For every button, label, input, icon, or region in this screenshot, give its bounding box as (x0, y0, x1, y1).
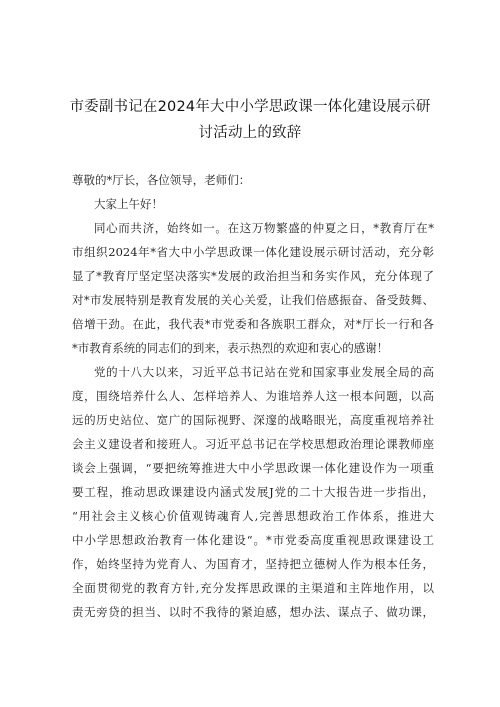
paragraph-line: 作，始终坚持为党育人、为国育才，坚持把立德树人作为根本任务， (72, 557, 434, 571)
greeting-line: 大家上午好！ (94, 197, 163, 211)
salutation-line: 尊敬的*厅长，各位领导，老师们： (72, 173, 251, 187)
paragraph-line: 显了*教育厅坚定坚决落实*发展的政治担当和务实作风，充分体现了 (72, 269, 434, 283)
paragraph-line: 全面贯彻党的教育方针,充分发挥思政课的主渠道和主阵地作用，以 (72, 581, 434, 595)
paragraph-line: 中小学思想政治教育一体化建设“。*市党委高度重视思政课建设工 (72, 533, 434, 547)
paragraph-line: 责无旁贷的担当、以时不我待的紧迫感，想办法、谋点子、做功课， (72, 605, 434, 619)
paragraph-line: 倍增干劲。在此，我代表*市党委和各族职工群众，对*厅长一行和各 (72, 317, 434, 331)
paragraph-line: *市教育系统的同志们的到来，表示热烈的欢迎和衷心的感谢！ (72, 341, 389, 355)
paragraph-line: 远的历史站位、宽广的国际视野、深邃的战略眼光，高度重视培养社 (72, 413, 434, 427)
paragraph-line: 党的十八大以来，习近平总书记站在党和国家事业发展全局的高 (94, 365, 434, 379)
paragraph-line: 要工程，推动思政课建设内涵式发展J党的二十大报告进一步指出， (72, 485, 434, 499)
paragraph-line: 度，围绕培养什么人、怎样培养人、为谁培养人这一根本问题，以高 (72, 389, 434, 403)
paragraph-line: “用社会主义核心价值观铸魂育人,完善思想政治工作体系，推进大 (72, 509, 434, 523)
paragraph-line: 谈会上强调，“要把统筹推进大中小学思政课一体化建设作为一项重 (72, 461, 434, 475)
document-title-line-1: 市委副书记在2024年大中小学思政课一体化建设展示研 (69, 99, 431, 115)
paragraph-line: 对*市发展特别是教育发展的关心关爱，让我们倍感振奋、备受鼓舞、 (72, 293, 434, 307)
document-title-line-2: 讨活动上的致辞 (198, 125, 302, 141)
paragraph-line: 同心而共济，始终如一。在这万物繁盛的仲夏之日，*教育厅在* (94, 221, 434, 235)
paragraph-line: 会主义建设者和接班人。习近平总书记在学校思想政治理论课教师座 (72, 437, 434, 451)
paragraph-line: 市组织2024年*省大中小学思政课一体化建设展示研讨活动，充分彰 (72, 245, 434, 259)
